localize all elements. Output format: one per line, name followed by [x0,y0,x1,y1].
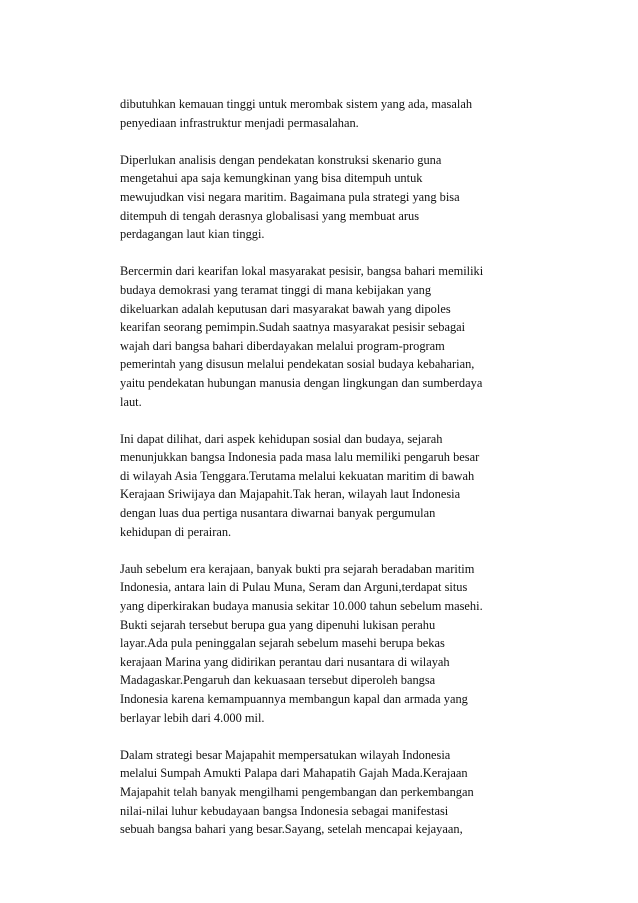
text-line: Majapahit telah banyak mengilhami pengembangan dan perkembangan [120,784,474,799]
text-line: Diperlukan analisis dengan pendekatan konstruksi skenario guna [120,152,442,167]
text-line: Bercermin dari kearifan lokal masyarakat pesisir, bangsa bahari memiliki [120,264,484,279]
text-line: ditempuh di tengah derasnya globalisasi yang membuat arus [120,208,420,223]
text-line: menunjukkan bangsa Indonesia pada masa lalu memiliki pengaruh besar [120,450,480,465]
text-line: kerajaan Marina yang didirikan perantau dari nusantara di wilayah [120,654,450,669]
text-line: melalui Sumpah Amukti Palapa dari Mahapatih Gajah Mada.Kerajaan [120,766,468,781]
text-line: yaitu pendekatan hubungan manusia dengan lingkungan dan sumberdaya [120,375,483,390]
text-line: budaya demokrasi yang teramat tinggi di mana kebijakan yang [120,282,432,297]
paragraph-2 [120,151,552,244]
text-line: dengan luas dua pertiga nusantara diwarnai banyak pergumulan [120,506,436,521]
text-line: Kerajaan Sriwijaya dan Majapahit.Tak heran, wilayah laut Indonesia [120,487,461,502]
paragraph-1 [120,95,552,132]
text-line: di wilayah Asia Tenggara.Terutama melalui kekuatan maritim di bawah [120,468,475,483]
text-line: dibutuhkan kemauan tinggi untuk merombak sistem yang ada, masalah [120,97,473,111]
text-line: laut. [120,394,142,409]
text-line: dikeluarkan adalah keputusan dari masyarakat bawah yang dipoles [120,301,451,316]
text-line: berlayar lebih dari 4.000 mil. [120,710,265,725]
text-line: Indonesia, antara lain di Pulau Muna, Seram dan Arguni,terdapat situs [120,580,468,595]
document-page [120,95,552,857]
text-line: mewujudkan visi negara maritim. Bagaimana pula strategi yang bisa [120,189,460,204]
text-line: penyediaan infrastruktur menjadi permasalahan. [120,115,359,130]
text-line: layar.Ada pula peninggalan sejarah sebelum masehi berupa bekas [120,636,445,651]
paragraph-5 [120,560,552,727]
text-line: Bukti sejarah tersebut berupa gua yang dipenuhi lukisan perahu [120,617,436,632]
paragraph-3 [120,262,552,411]
text-line: wajah dari bangsa bahari diberdayakan melalui program-program [120,338,445,353]
paragraph-4 [120,430,552,542]
text-line: Dalam strategi besar Majapahit mempersatukan wilayah Indonesia [120,747,451,762]
paragraph-6 [120,746,552,839]
text-line: yang diperkirakan budaya manusia sekitar 10.000 tahun sebelum masehi. [120,599,483,614]
text-line: Jauh sebelum era kerajaan, banyak bukti pra sejarah beradaban maritim [120,561,475,576]
text-line: pemerintah yang disusun melalui pendekatan sosial budaya kebaharian, [120,357,475,372]
text-line: nilai-nilai luhur kebudayaan bangsa Indonesia sebagai manifestasi [120,803,449,818]
text-line: kearifan seorang pemimpin.Sudah saatnya masyarakat pesisir sebagai [120,320,466,335]
text-line: Indonesia karena kemampuannya membangun kapal dan armada yang [120,692,468,706]
text-line: Ini dapat dilihat, dari aspek kehidupan sosial dan budaya, sejarah [120,431,443,446]
text-line: Madagaskar.Pengaruh dan kekuasaan tersebut diperoleh bangsa [120,673,436,688]
text-line: perdagangan laut kian tinggi. [120,227,265,242]
text-line: sebuah bangsa bahari yang besar.Sayang, setelah mencapai kejayaan, [120,822,463,837]
text-line: mengetahui apa saja kemungkinan yang bisa ditempuh untuk [120,171,423,186]
text-line: kehidupan di perairan. [120,524,232,539]
